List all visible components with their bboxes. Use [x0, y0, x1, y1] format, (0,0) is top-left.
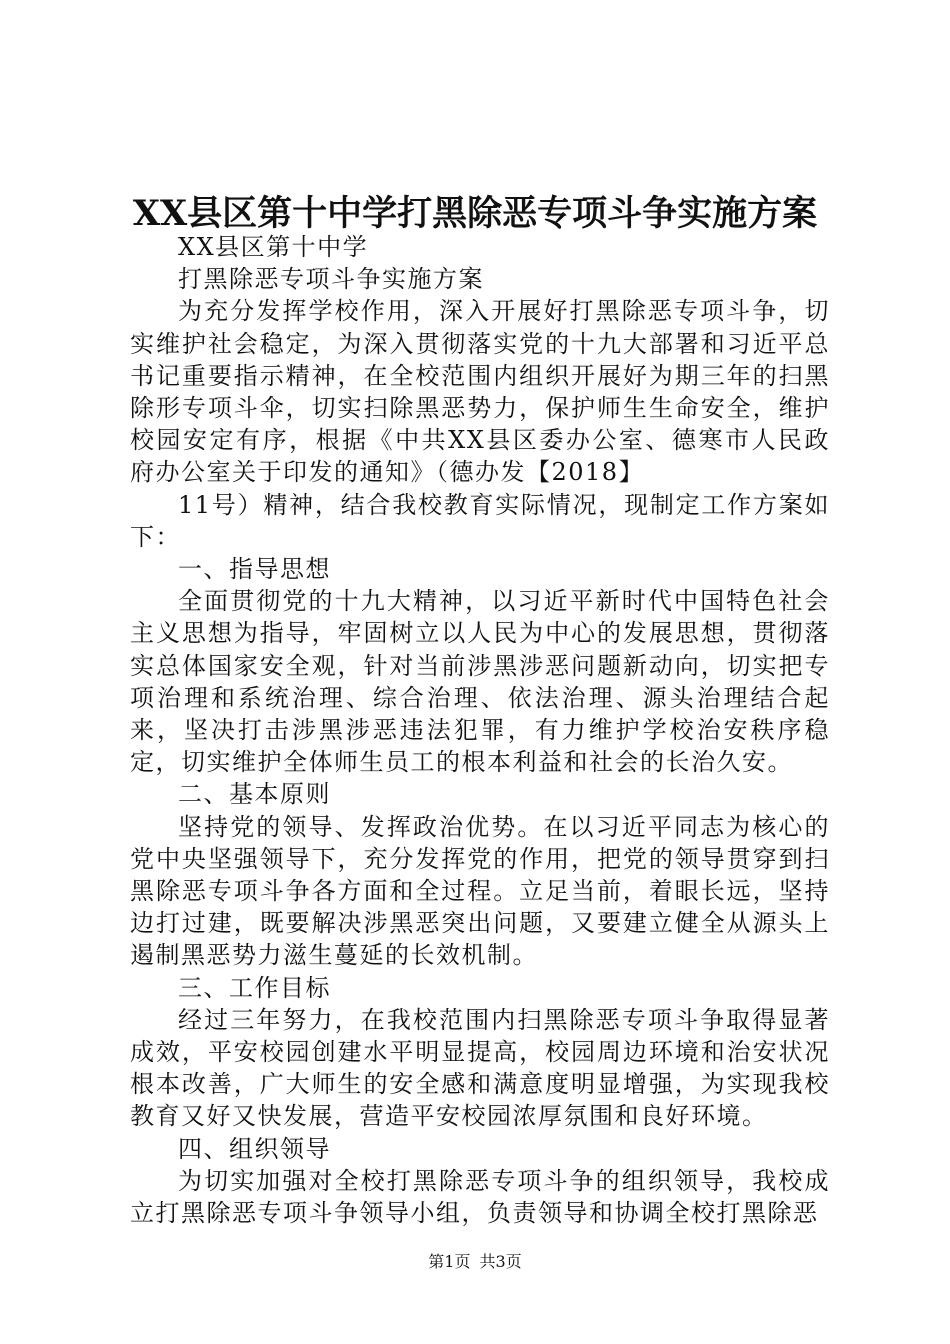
- page-number: 第1页: [428, 1252, 471, 1271]
- intro-paragraph-continued: 11号）精神，结合我校教育实际情况，现制定工作方案如下：: [130, 490, 830, 551]
- intro-paragraph: 为充分发挥学校作用，深入开展好打黑除恶专项斗争，切实维护社会稳定，为深入贯彻落实党的十九大部署和习近平总书记重要指示精神，在全校范围内组织开展好为期三年的扫黑除形专项斗伞，切实扫除黑恶势力，保护师生生命安全，维护校园安定有序，根据《中共XX县区委办公室、德寒市人民政府办公室关于印发的通知》（德办发【2018】: [130, 297, 830, 487]
- document-title: XX县区第十中学打黑除恶专项斗争实施方案: [132, 193, 818, 234]
- section-heading-basic-principles: 二、基本原则: [178, 780, 331, 809]
- section-heading-guiding-ideology: 一、指导思想: [178, 555, 331, 584]
- plan-name-line: 打黑除恶专项斗争实施方案: [178, 265, 484, 294]
- document-body: [130, 231, 830, 1229]
- work-goals-paragraph: 经过三年努力，在我校范围内扫黑除恶专项斗争取得显著成效，平安校园创建水平明显提高，校园周边环境和治安状况根本改善，广大师生的安全感和满意度明显增强，为实现我校教育又好又快发展，营造平安校园浓厚氛围和良好环境。: [130, 1005, 830, 1131]
- page-footer: [0, 1249, 950, 1272]
- organization-paragraph: 为切实加强对全校打黑除恶专项斗争的组织领导，我校成立打黑除恶专项斗争领导小组，负责领导和协调全校打黑除恶: [130, 1166, 830, 1228]
- section-heading-organization: 四、组织领导: [178, 1134, 331, 1163]
- guiding-ideology-paragraph: 全面贯彻党的十九大精神，以习近平新时代中国特色社会主义思想为指导，牢固树立以人民为中心的发展思想，贯彻落实总体国家安全观，针对当前涉黑涉恶问题新动向，切实把专项治理和系统治理、综合治理、依法治理、源头治理结合起来，坚决打击涉黑涉恶违法犯罪，有力维护学校治安秩序稳定，切实维护全体师生员工的根本利益和社会的长治久安。: [130, 587, 830, 777]
- section-heading-work-goals: 三、工作目标: [178, 973, 331, 1002]
- page-total: 共3页: [479, 1252, 522, 1271]
- basic-principles-paragraph: 坚持党的领导、发挥政治优势。在以习近平同志为核心的党中央坚强领导下，充分发挥党的作用，把党的领导贯穿到扫黑除恶专项斗争各方面和全过程。立足当前，着眼长远，坚持边打过建，既要解决涉黑恶突出问题，又要建立健全从源头上遏制黑恶势力滋生蔓延的长效机制。: [130, 812, 830, 970]
- school-name-line: XX县区第十中学: [178, 233, 369, 261]
